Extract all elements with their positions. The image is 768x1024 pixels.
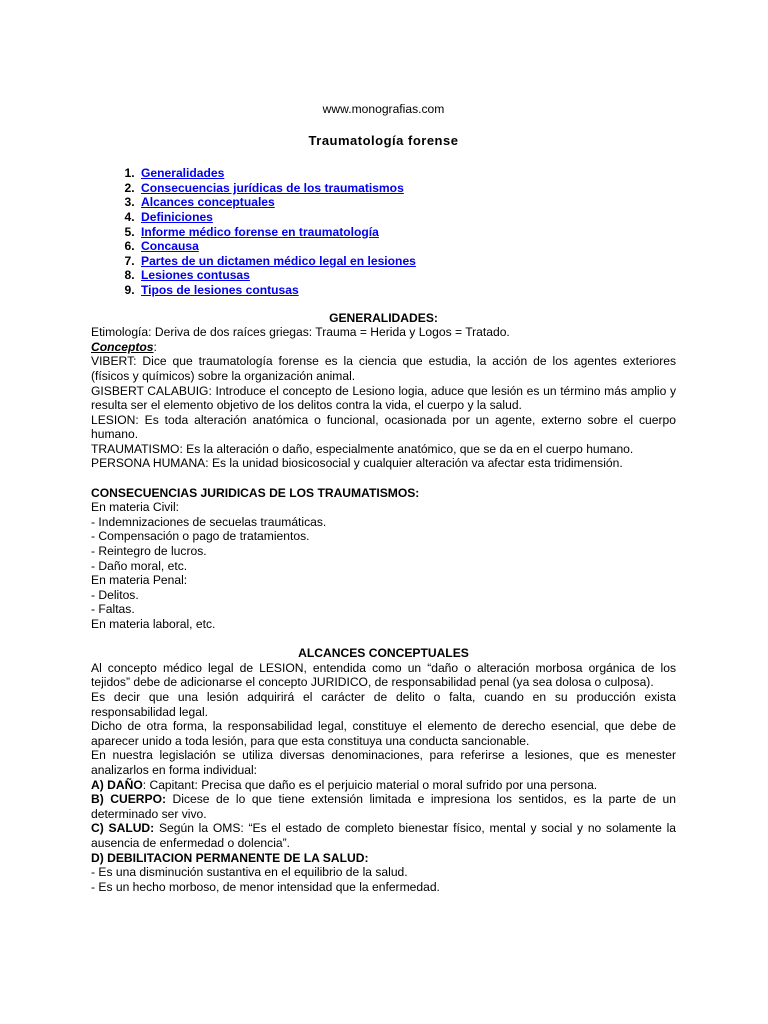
consecuencias-line: - Faltas. (91, 602, 135, 617)
debilitacion-line: - Es una disminución sustantiva en el equilibrio de la salud. (91, 865, 408, 880)
persona-paragraph: PERSONA HUMANA: Es la unidad biosicosocial y cualquier alteración va afectar esta tridimensión. (91, 456, 623, 471)
conceptos-label: Conceptos (91, 339, 154, 354)
toc-link-alcances[interactable]: Alcances conceptuales (141, 195, 275, 210)
toc-link-lesiones-contusas[interactable]: Lesiones contusas (141, 268, 250, 283)
document-title: Traumatología forense (308, 132, 459, 148)
consecuencias-line: En materia Penal: (91, 573, 188, 588)
dano-label: A) DAÑO (91, 777, 143, 792)
toc-link-consecuencias[interactable]: Consecuencias jurídicas de los traumatismos (141, 180, 404, 195)
consecuencias-line: - Reintegro de lucros. (91, 544, 207, 559)
cuerpo-paragraph (91, 792, 676, 821)
toc-item (138, 210, 676, 225)
salud-text: Según la OMS: “Es el estado de completo bienestar físico, mental y social y no solamente la ausencia de enfermedad o dolencia”. (91, 821, 676, 850)
salud-label: C) SALUD: (91, 821, 155, 836)
conceptos-line (91, 340, 676, 355)
toc-item (138, 225, 676, 240)
consecuencias-line: - Delitos. (91, 587, 139, 602)
cuerpo-text: Dicese de lo que tiene extensión limitada e impresiona los sentidos, es la parte de un determinado ser vivo. (91, 792, 676, 821)
toc-item (138, 195, 676, 210)
conceptos-colon: : (153, 339, 157, 354)
consecuencias-line: - Indemnizaciones de secuelas traumáticas. (91, 514, 327, 529)
section-heading-generalidades: GENERALIDADES: (329, 310, 438, 325)
gisbert-paragraph: GISBERT CALABUIG: Introduce el concepto de Lesiono logia, aduce que lesión es un término más amplio y resulta ser el elemento objetivo de los delitos contra la vida, el cuerpo y la salud. (91, 383, 676, 413)
spacer (91, 471, 676, 486)
table-of-contents (91, 166, 676, 297)
spacer (91, 632, 676, 647)
dano-text: : Capitant: Precisa que daño es el perjuicio material o moral sufrido por una persona. (142, 777, 598, 792)
consecuencias-line: En materia Civil: (91, 500, 180, 515)
toc-link-generalidades[interactable]: Generalidades (141, 166, 225, 181)
vibert-paragraph: VIBERT: Dice que traumatología forense es la ciencia que estudia, la acción de los agentes exteriores (físicos y químicos) sobre la organización animal. (91, 354, 676, 383)
lesion-paragraph: LESION: Es toda alteración anatómica o funcional, ocasionada por un agente, externo sobre el cuerpo humano. (91, 412, 676, 442)
toc-item (138, 254, 676, 269)
section-heading-alcances: ALCANCES CONCEPTUALES (298, 646, 469, 661)
section-heading-consecuencias: CONSECUENCIAS JURIDICAS DE LOS TRAUMATISMOS: (91, 485, 420, 500)
site-url: www.monografias.com (322, 102, 445, 116)
salud-paragraph (91, 821, 676, 850)
toc-link-partes-dictamen[interactable]: Partes de un dictamen médico legal en lesiones (141, 253, 416, 268)
cuerpo-label: B) CUERPO: (91, 792, 167, 807)
toc-item (138, 268, 676, 283)
debilitacion-heading: D) DEBILITACION PERMANENTE DE LA SALUD: (91, 850, 369, 865)
toc-item (138, 239, 676, 254)
alcances-paragraph: Dicho de otra forma, la responsabilidad legal, constituye el elemento de derecho esencial, que debe de aparecer unido a toda lesión, para que esta constituya una conducta sancionable. (91, 719, 676, 748)
toc-link-tipos-lesiones[interactable]: Tipos de lesiones contusas (141, 282, 299, 297)
debilitacion-line: - Es un hecho morboso, de menor intensidad que la enfermedad. (91, 879, 440, 894)
toc-item (138, 166, 676, 181)
consecuencias-line: - Compensación o pago de tratamientos. (91, 529, 310, 544)
toc-link-informe[interactable]: Informe médico forense en traumatología (141, 224, 379, 239)
alcances-paragraph: En nuestra legislación se utiliza diversas denominaciones, para referirse a lesiones, que es menester analizarlos en forma individual: (91, 748, 676, 777)
toc-item (138, 283, 676, 298)
dano-paragraph (91, 778, 676, 793)
toc-link-concausa[interactable]: Concausa (141, 239, 199, 254)
consecuencias-line: En materia laboral, etc. (91, 617, 216, 631)
etimologia-text: Etimología: Deriva de dos raíces griegas: Trauma = Herida y Logos = Tratado. (91, 325, 510, 340)
toc-item (138, 181, 676, 196)
traumatismo-paragraph: TRAUMATISMO: Es la alteración o daño, especialmente anatómico, que se da en el cuerpo humano. (91, 441, 634, 456)
alcances-paragraph: Al concepto médico legal de LESION, entendida como un “daño o alteración morbosa orgánica de los tejidos” debe de adicionarse el concepto JURIDICO, de responsabilidad penal (ya sea dolosa o culposa). (91, 660, 676, 690)
toc-link-definiciones[interactable]: Definiciones (141, 209, 213, 224)
alcances-paragraph: Es decir que una lesión adquirirá el carácter de delito o falta, cuando en su producción exista responsabilidad legal. (91, 689, 676, 719)
consecuencias-line: - Daño moral, etc. (91, 558, 188, 573)
